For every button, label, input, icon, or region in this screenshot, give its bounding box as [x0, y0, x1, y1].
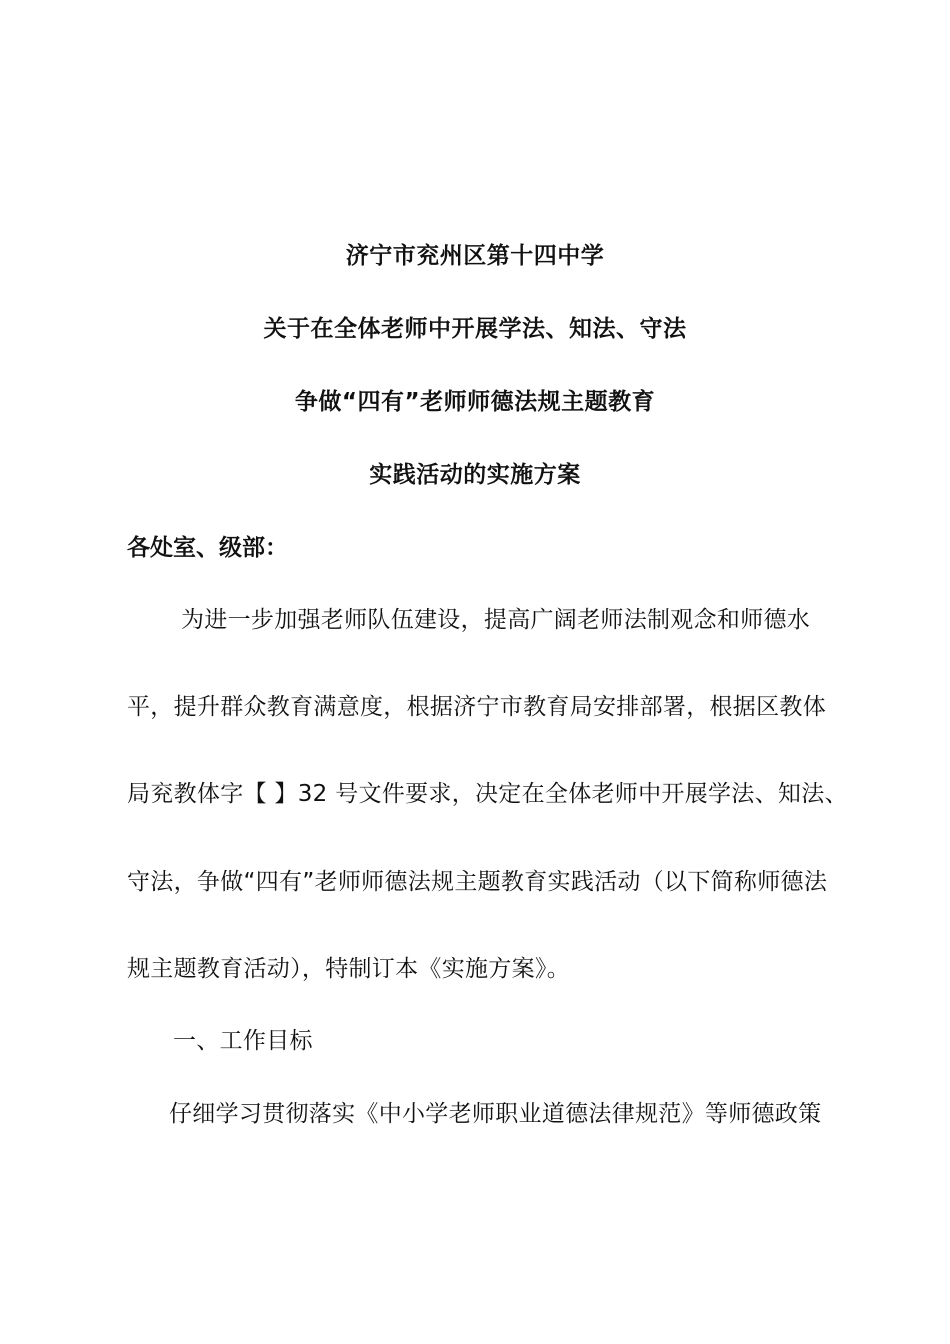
- document-title-line-4: 实践活动的实施方案: [369, 462, 581, 488]
- section-text-line-1: 仔细学习贯彻落实《中小学老师职业道德法律规范》等师德政策: [169, 1101, 822, 1127]
- intro-paragraph-line-2: 平，提升群众教育满意度，根据济宁市教育局安排部署，根据区教体: [127, 694, 826, 720]
- salutation: 各处室、级部：: [127, 535, 288, 561]
- intro-paragraph-line-3: 局兖教体字【 】32 号文件要求，决定在全体老师中开展学法、知法、: [127, 781, 848, 807]
- section-heading-work-goals: 一、工作目标: [173, 1028, 313, 1054]
- intro-paragraph-line-5: 规主题教育活动），特制订本《实施方案》。: [127, 956, 570, 982]
- intro-paragraph-line-4: 守法，争做“四有”老师师德法规主题教育实践活动（以下简称师德法: [127, 869, 828, 895]
- intro-paragraph-line-1: 为进一步加强老师队伍建设，提高广阔老师法制观念和师德水: [181, 607, 811, 633]
- document-title-line-3: 争做“四有”老师师德法规主题教育: [294, 389, 656, 415]
- document-title-line-2: 关于在全体老师中开展学法、知法、守法: [263, 316, 687, 342]
- document-title-line-1: 济宁市兖州区第十四中学: [345, 243, 605, 269]
